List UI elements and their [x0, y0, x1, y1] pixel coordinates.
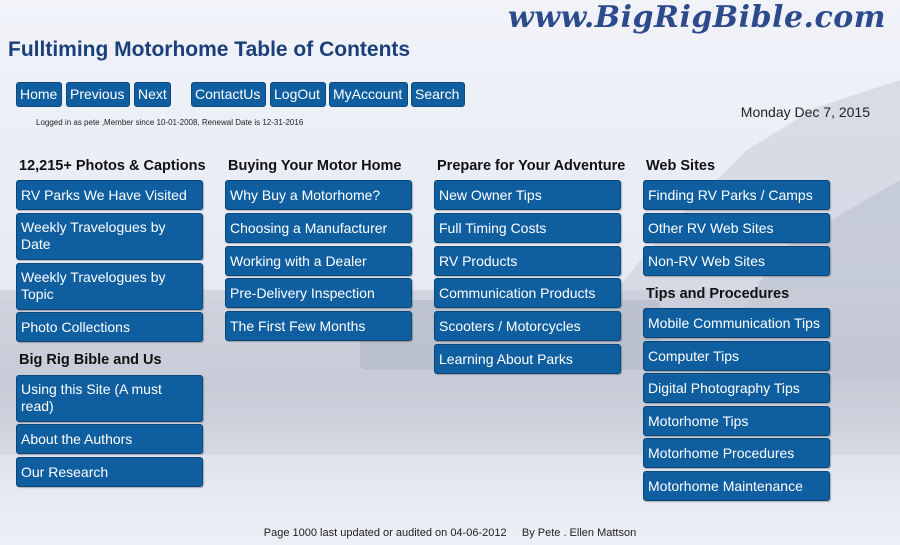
working-with-dealer-link[interactable]: Working with a Dealer — [225, 246, 412, 276]
next-button[interactable]: Next — [134, 82, 171, 107]
scooters-motorcycles-link[interactable]: Scooters / Motorcycles — [434, 311, 621, 341]
motorhome-tips-link[interactable]: Motorhome Tips — [643, 406, 830, 436]
communication-products-link[interactable]: Communication Products — [434, 278, 621, 308]
finding-rv-parks-link[interactable]: Finding RV Parks / Camps — [643, 180, 830, 210]
travelogues-by-date-link[interactable]: Weekly Travelogues by Date — [16, 213, 203, 260]
rv-parks-visited-link[interactable]: RV Parks We Have Visited — [16, 180, 203, 210]
travelogues-by-topic-link[interactable]: Weekly Travelogues by Topic — [16, 263, 203, 310]
buying-motor-home-heading: Buying Your Motor Home — [228, 158, 402, 174]
about-authors-link[interactable]: About the Authors — [16, 424, 203, 454]
home-button[interactable]: Home — [16, 82, 62, 107]
rv-products-link[interactable]: RV Products — [434, 246, 621, 276]
pre-delivery-inspection-link[interactable]: Pre-Delivery Inspection — [225, 278, 412, 308]
page-footer: Page 1000 last updated or audited on 04-06-2012 By Pete . Ellen Mattson — [263, 527, 637, 539]
choosing-manufacturer-link[interactable]: Choosing a Manufacturer — [225, 213, 412, 243]
current-date: Monday Dec 7, 2015 — [740, 104, 870, 120]
previous-button[interactable]: Previous — [66, 82, 130, 107]
full-timing-costs-link[interactable]: Full Timing Costs — [434, 213, 621, 243]
why-buy-link[interactable]: Why Buy a Motorhome? — [225, 180, 412, 210]
search-button[interactable]: Search — [411, 82, 465, 107]
digital-photography-tips-link[interactable]: Digital Photography Tips — [643, 373, 830, 403]
photo-collections-link[interactable]: Photo Collections — [16, 312, 203, 342]
mobile-communication-tips-link[interactable]: Mobile Communication Tips — [643, 308, 830, 338]
motorhome-maintenance-link[interactable]: Motorhome Maintenance — [643, 471, 830, 501]
contact-us-button[interactable]: ContactUs — [191, 82, 266, 107]
using-this-site-link[interactable]: Using this Site (A must read) — [16, 375, 203, 422]
first-few-months-link[interactable]: The First Few Months — [225, 311, 412, 341]
site-logo[interactable]: www.BigRigBible.com — [507, 0, 886, 35]
photos-captions-heading: 12,215+ Photos & Captions — [19, 158, 206, 174]
big-rig-bible-heading: Big Rig Bible and Us — [19, 352, 162, 368]
login-status: Logged in as pete ,Member since 10-01-2008, Renewal Date is 12-31-2016 — [36, 118, 304, 127]
other-rv-web-sites-link[interactable]: Other RV Web Sites — [643, 213, 830, 243]
non-rv-web-sites-link[interactable]: Non-RV Web Sites — [643, 246, 830, 276]
computer-tips-link[interactable]: Computer Tips — [643, 341, 830, 371]
web-sites-heading: Web Sites — [646, 158, 716, 174]
my-account-button[interactable]: MyAccount — [329, 82, 408, 107]
motorhome-procedures-link[interactable]: Motorhome Procedures — [643, 438, 830, 468]
logout-button[interactable]: LogOut — [270, 82, 326, 107]
our-research-link[interactable]: Our Research — [16, 457, 203, 487]
tips-procedures-heading: Tips and Procedures — [646, 286, 790, 302]
page-title: Fulltiming Motorhome Table of Contents — [8, 38, 411, 61]
prepare-adventure-heading: Prepare for Your Adventure — [437, 158, 626, 174]
learning-about-parks-link[interactable]: Learning About Parks — [434, 344, 621, 374]
new-owner-tips-link[interactable]: New Owner Tips — [434, 180, 621, 210]
